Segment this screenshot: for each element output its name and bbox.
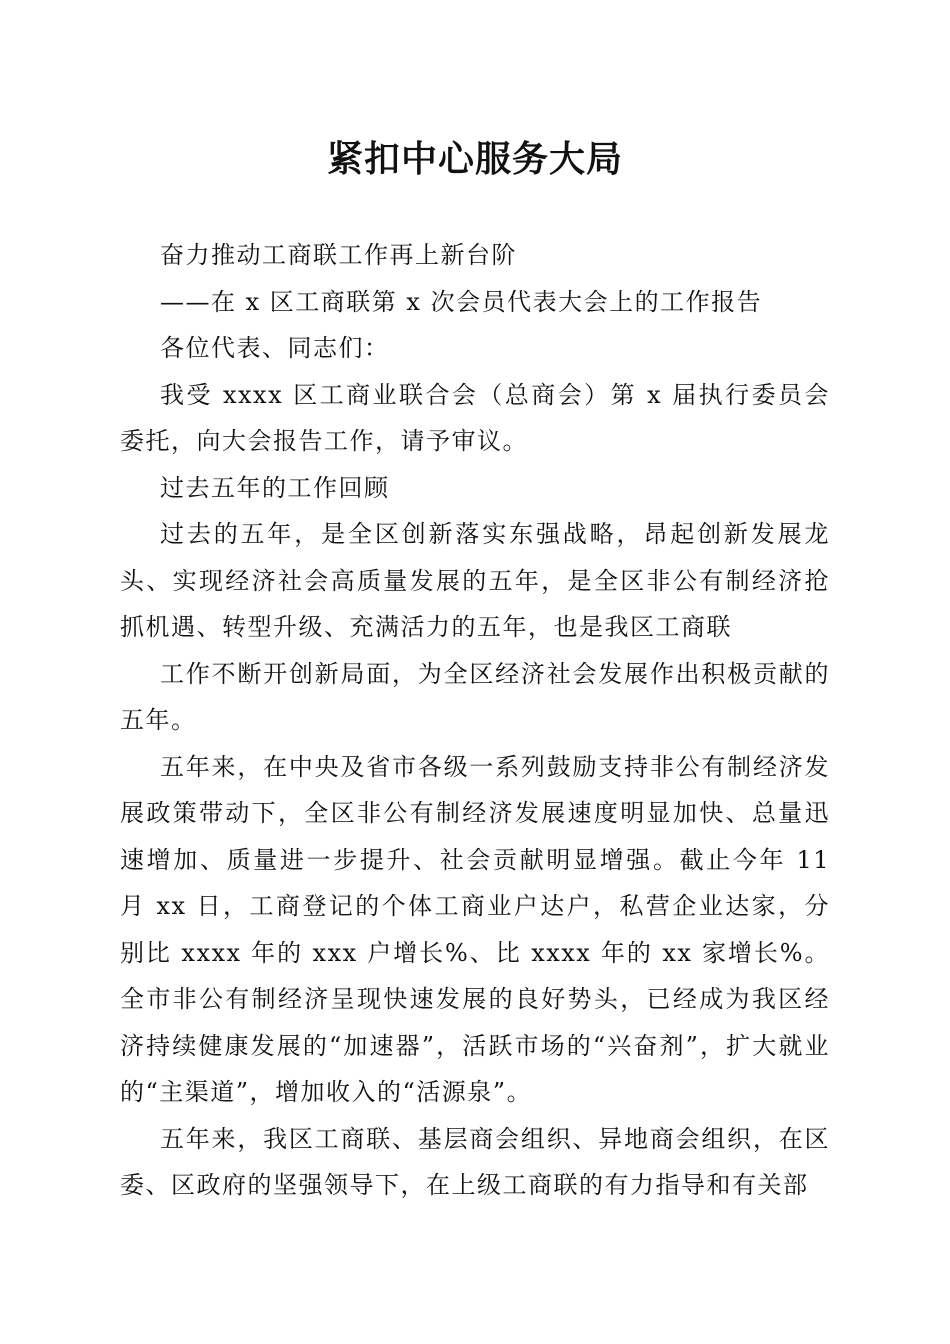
report-occasion: ——在 x 区工商联第 x 次会员代表大会上的工作报告 [160,287,763,316]
body-paragraph: 过去的五年，是全区创新落实东强战略，昂起创新发展龙头、实现经济社会高质量发展的五年，是全区非公有制经济抢抓机遇、转型升级、充满活力的五年，也是我区工商联 [120,520,830,641]
body-paragraph: 我受 xxxx 区工商业联合会（总商会）第 x 届执行委员会委托，向大会报告工作，请予审议。 [120,380,830,455]
salutation: 各位代表、同志们： [160,334,390,362]
body-paragraph: 五年来，我区工商联、基层商会组织、异地商会组织，在区委、区政府的坚强领导下，在上级工商联的有力指导和有关部 [120,1124,830,1199]
report-subtitle: 奋力推动工商联工作再上新台阶 [160,241,517,269]
body-paragraph: 工作不断开创新局面，为全区经济社会发展作出积极贡献的五年。 [120,659,830,734]
body-paragraph: 五年来，在中央及省市各级一系列鼓励支持非公有制经济发展政策带动下，全区非公有制经济发展速度明显加快、总量迅速增加、质量进一步提升、社会贡献明显增强。截止今年 11 月 xx 日，工商登记的个体工商业户达户，私营企业达家，分别比 xxxx 年的 xxx 户增长%、比 xxxx 年的 xx 家增长%。全市非公有制经济呈现快速发展的良好势头，已经成为我区经济持续健康发展的“加速器”，活跃市场的“兴奋剂”，扩大就业的“主渠道”，增加收入的“活源泉”。 [120,752,830,1106]
section-heading: 过去五年的工作回顾 [160,473,390,502]
document-body [120,232,830,1209]
document-title: 紧扣中心服务大局 [326,138,623,180]
